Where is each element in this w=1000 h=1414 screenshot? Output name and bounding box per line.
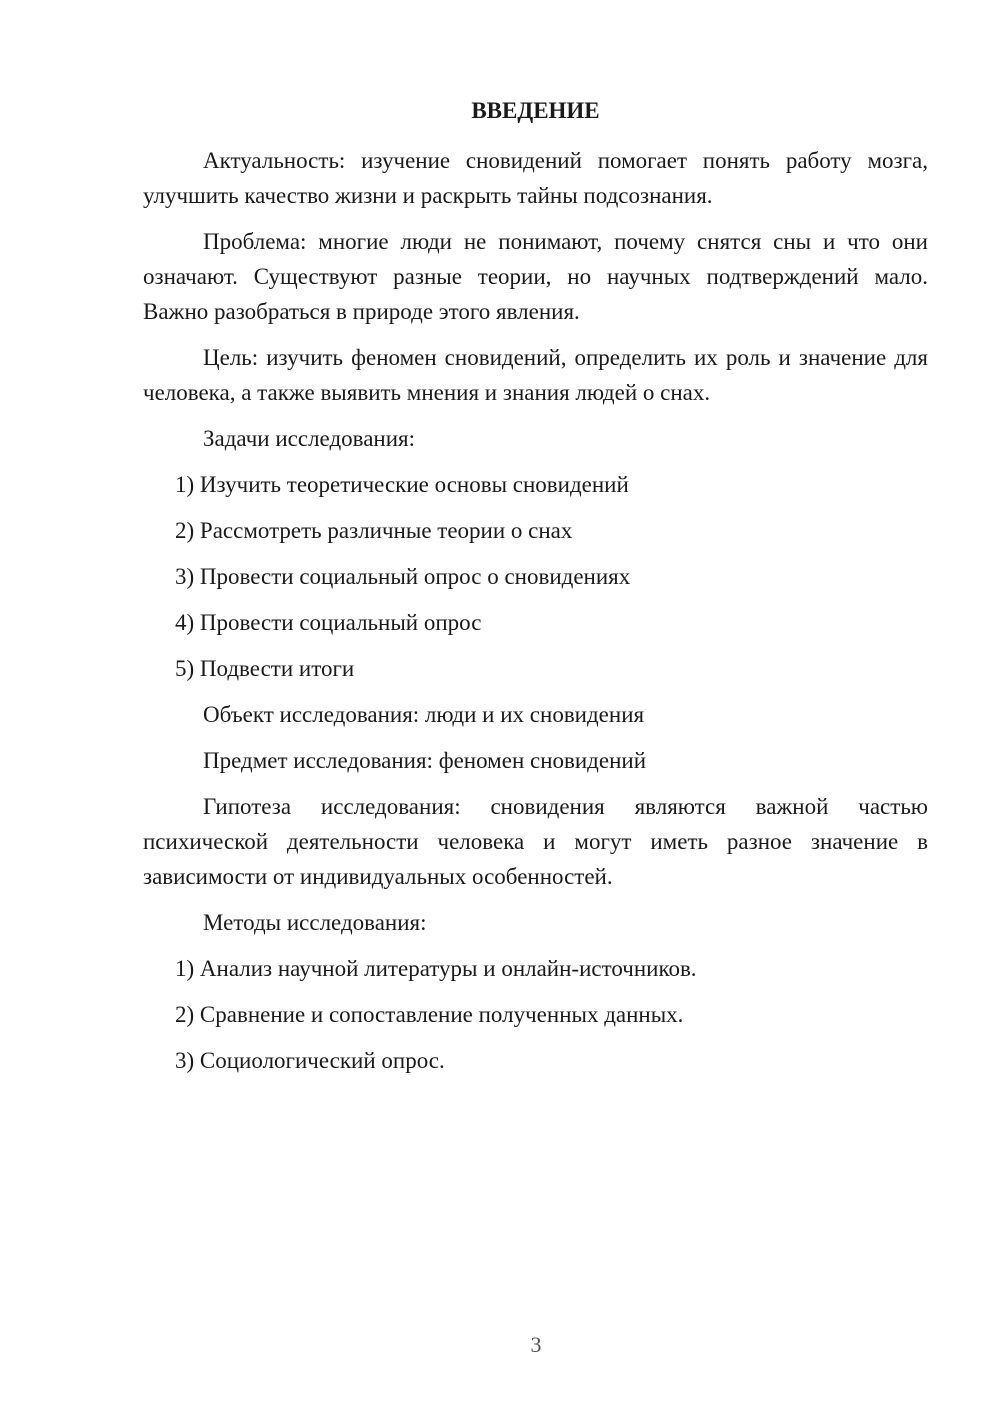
- page-number: 3: [530, 1332, 542, 1357]
- method-item: 1) Анализ научной литературы и онлайн-источников.: [175, 956, 697, 981]
- method-item: 3) Социологический опрос.: [175, 1048, 445, 1073]
- task-item: 1) Изучить теоретические основы сновидений: [175, 472, 629, 497]
- tasks-list: [143, 467, 928, 686]
- object-line: Объект исследования: люди и их сновидения: [203, 702, 645, 727]
- goal-paragraph: Цель: изучить феномен сновидений, определить их роль и значение для человека, а также выявить мнения и знания людей о снах.: [143, 345, 928, 405]
- task-item: 2) Рассмотреть различные теории о снах: [175, 518, 573, 543]
- hypothesis-paragraph: Гипотеза исследования: сновидения являются важной частью психической деятельности человека и могут иметь разное значение в зависимости от индивидуальных особенностей.: [143, 794, 928, 889]
- page-content: [143, 96, 928, 1089]
- problem-paragraph: Проблема: многие люди не понимают, почему снятся сны и что они означают. Существуют разные теории, но научных подтверждений мало. Важно разобраться в природе этого явления.: [143, 229, 928, 324]
- methods-list: [143, 951, 928, 1078]
- section-heading: ВВЕДЕНИЕ: [471, 98, 600, 123]
- subject-line: Предмет исследования: феномен сновидений: [203, 748, 647, 773]
- relevance-paragraph: Актуальность: изучение сновидений помогает понять работу мозга, улучшить качество жизни и раскрыть тайны подсознания.: [143, 148, 928, 208]
- task-item: 3) Провести социальный опрос о сновидениях: [175, 564, 631, 589]
- methods-title: Методы исследования:: [203, 910, 427, 935]
- task-item: 5) Подвести итоги: [175, 656, 355, 681]
- task-item: 4) Провести социальный опрос: [175, 610, 482, 635]
- tasks-title: Задачи исследования:: [203, 426, 416, 451]
- method-item: 2) Сравнение и сопоставление полученных данных.: [175, 1002, 684, 1027]
